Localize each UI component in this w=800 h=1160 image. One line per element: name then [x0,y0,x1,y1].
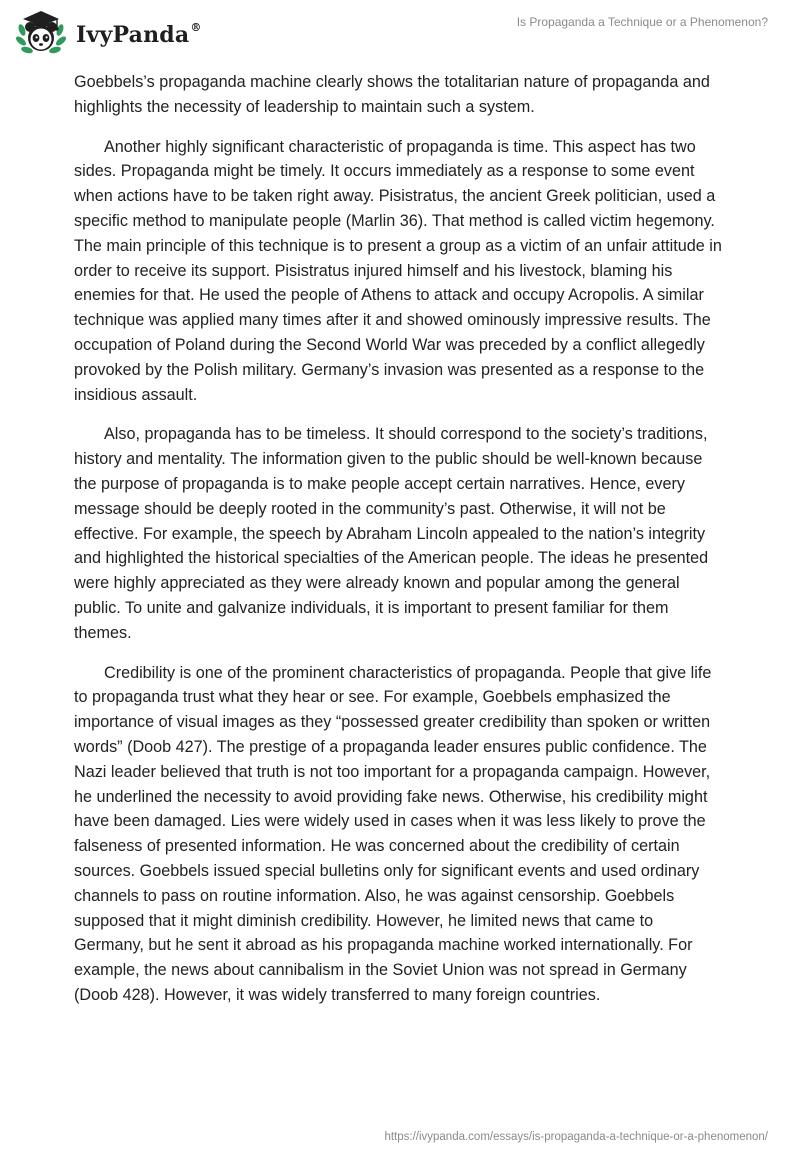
essay-paragraph: Another highly significant characteristic of propaganda is time. This aspect has two sides. Propaganda might be timely. It occurs immediately as a response to some event when actions have to be taken right away. Pisistratus, the ancient Greek politician, used a specific method to manipulate people (Marlin 36). That method is called victim hegemony. The main principle of this technique is to present a group as a victim of an unfair attitude in order to receive its support. Pisistratus injured himself and his livestock, blaming his enemies for that. He used the people of Athens to attack and occupy Acropolis. A similar technique was applied many times after it and showed ominously impressive results. The occupation of Poland during the Second World War was preceded by a conflict allegedly provoked by the Polish military. Germany’s invasion was presented as a response to the insidious assault. [74,137,722,404]
brand-name [76,22,202,48]
document-title: Is Propaganda a Technique or a Phenomenon? [516,15,768,29]
registered-mark: ® [190,20,202,34]
essay-paragraph: Goebbels’s propaganda machine clearly shows the totalitarian nature of propaganda and highlights the necessity of leadership to maintain such a system. [74,73,710,116]
panda-graduate-icon [14,8,68,58]
essay-paragraph: Also, propaganda has to be timeless. It should correspond to the society’s traditions, history and mentality. The information given to the public should be well-known because the purpose of propaganda is to make people accept certain narratives. Hence, every message should be deeply rooted in the community’s past. Otherwise, it will not be effective. For example, the speech by Abraham Lincoln appealed to the nation’s integrity and highlighted the historical specialties of the American people. The ideas he presented were highly appreciated as they were already known and popular among the general public. To unite and galvanize individuals, it is important to present familiar for them themes. [74,425,709,642]
page-header [0,0,800,70]
ivypanda-logo[interactable] [14,8,202,58]
brand-text: IvyPanda [76,22,190,48]
essay-paragraph: Credibility is one of the prominent characteristics of propaganda. People that give life to propaganda trust what they hear or see. For example, Goebbels emphasized the importance of visual images as they “possessed greater credibility than spoken or written words” (Doob 427). The prestige of a propaganda leader ensures public confidence. The Nazi leader believed that truth is not too important for a propaganda campaign. However, he underlined the necessity to avoid providing fake news. Otherwise, his credibility might have been damaged. Lies were widely used in cases when it was less likely to prove the falseness of presented information. He was concerned about the credibility of certain sources. Goebbels issued special bulletins only for significant events and used ordinary channels to pass on routine information. Also, he was against censorship. Goebbels supposed that it might diminish credibility. However, he limited news that came to Germany, but he sent it abroad as his propaganda machine worked internationally. For example, the news about cannibalism in the Soviet Union was not spread in Germany (Doob 428). However, it was widely transferred to many foreign countries. [74,663,712,1004]
essay-body [74,70,724,1023]
source-url[interactable]: https://ivypanda.com/essays/is-propaganda-a-technique-or-a-phenomenon/ [384,1131,768,1143]
